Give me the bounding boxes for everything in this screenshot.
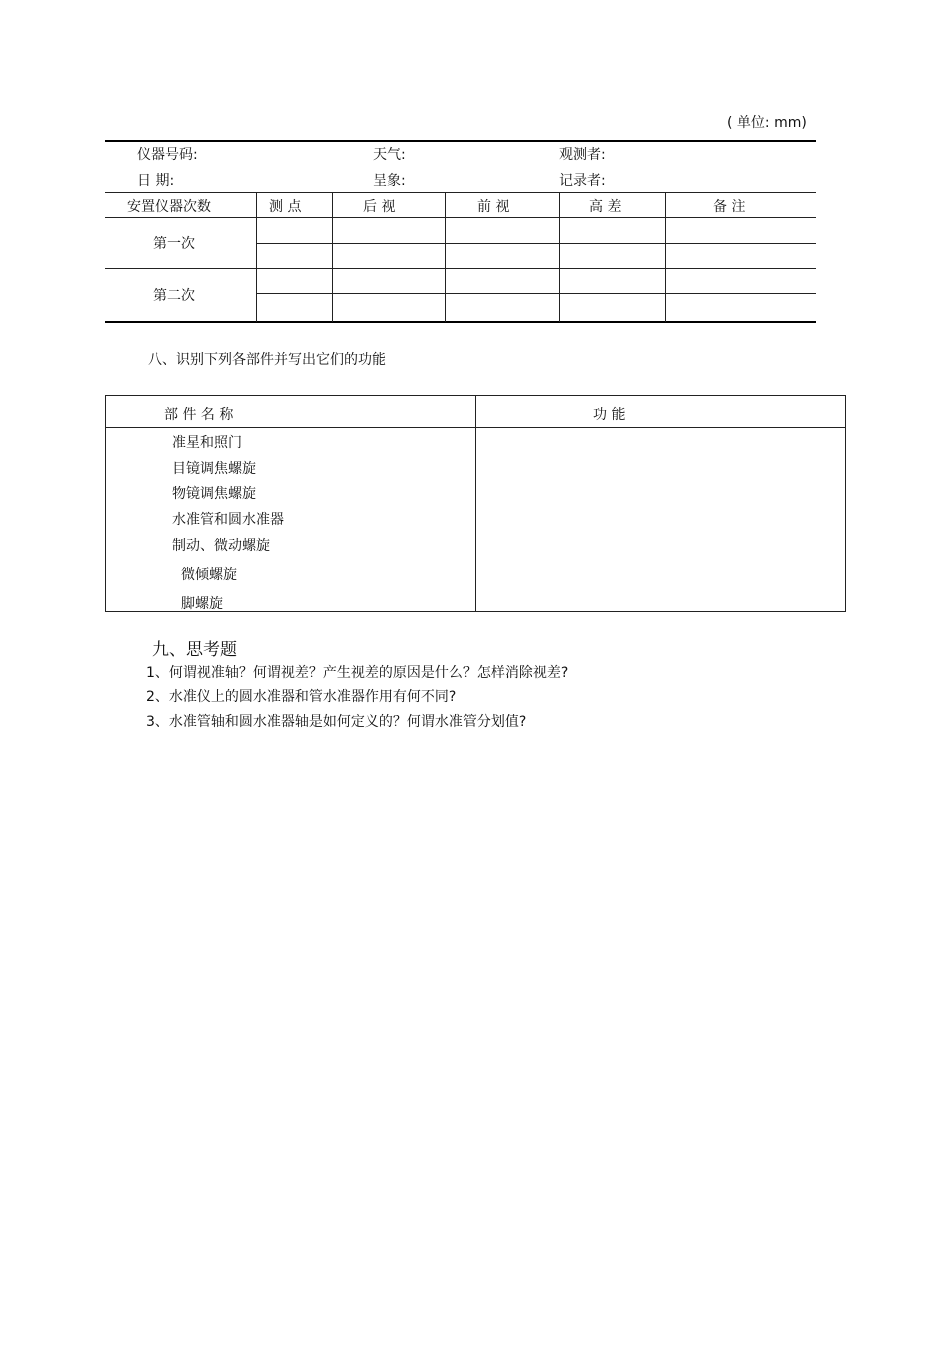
question-item: 3、水准管轴和圆水准器轴是如何定义的？何谓水准管分划值? — [146, 714, 527, 730]
appearance-label: 呈象: — [373, 173, 406, 189]
subrow-divider — [256, 243, 816, 244]
section8-title: 八、识别下列各部件并写出它们的功能 — [148, 352, 386, 368]
header-height-diff: 高 差 — [589, 199, 622, 215]
col-divider — [445, 192, 446, 322]
leveling-record-table — [105, 140, 816, 323]
parts-table — [105, 395, 846, 612]
header-setup-count: 安置仪器次数 — [127, 199, 211, 215]
header-divider — [105, 192, 816, 193]
col-divider — [665, 192, 666, 322]
row-divider — [105, 268, 816, 269]
header-foresight: 前 视 — [477, 199, 510, 215]
recorder-label: 记录者: — [559, 173, 606, 189]
col-divider — [475, 396, 476, 611]
section9-title: 九、思考题 — [152, 640, 237, 660]
question-item: 1、何谓视准轴？何谓视差？产生视差的原因是什么？怎样消除视差? — [146, 665, 569, 681]
col-divider — [332, 192, 333, 322]
part-item: 微倾螺旋 — [181, 567, 237, 583]
header-remarks: 备 注 — [713, 199, 746, 215]
date-label: 日 期: — [137, 173, 175, 189]
unit-note: ( 单位: mm) — [727, 115, 807, 131]
part-item: 准星和照门 — [172, 435, 242, 451]
part-item: 制动、微动螺旋 — [172, 538, 270, 554]
part-item: 水准管和圆水准器 — [172, 512, 284, 528]
question-item: 2、水准仪上的圆水准器和管水准器作用有何不同? — [146, 689, 457, 705]
header-part-name: 部 件 名 称 — [164, 407, 234, 423]
table-top-border — [105, 140, 816, 142]
observer-label: 观测者: — [559, 147, 606, 163]
header-station: 测 点 — [269, 199, 302, 215]
part-item: 目镜调焦螺旋 — [172, 461, 256, 477]
header-backsight: 后 视 — [363, 199, 396, 215]
part-item: 物镜调焦螺旋 — [172, 486, 256, 502]
col-divider — [256, 192, 257, 322]
weather-label: 天气: — [373, 147, 406, 163]
instrument-no-label: 仪器号码: — [137, 147, 198, 163]
col-divider — [559, 192, 560, 322]
header-function: 功 能 — [593, 407, 626, 423]
row-first: 第一次 — [153, 236, 195, 252]
table-bottom-border — [105, 321, 816, 323]
part-item: 脚螺旋 — [181, 596, 223, 612]
header-bottom-divider — [105, 217, 816, 218]
row-second: 第二次 — [153, 288, 195, 304]
subrow-divider — [256, 293, 816, 294]
